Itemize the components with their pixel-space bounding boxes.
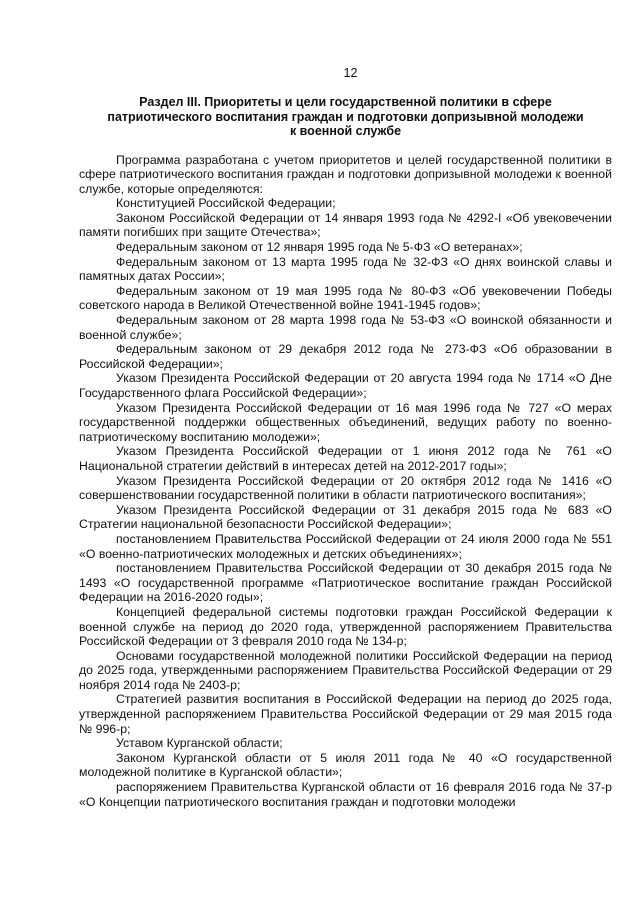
list-item-decree-1416: Указом Президента Российской Федерации от 20 октября 2012 года № 1416 «О совершенствовании государственной политики в области патриотического воспитания»; bbox=[79, 473, 612, 503]
body-text bbox=[79, 153, 612, 810]
list-item-decree-683: Указом Президента Российской Федерации от 31 декабря 2015 года № 683 «О Стратегии национальной безопасности Российской Федерации»; bbox=[79, 502, 612, 532]
list-item-resolution-551: постановлением Правительства Российской Федерации от 24 июля 2000 года № 551 «О военно-патриотических молодежных и детских объединениях»; bbox=[79, 531, 612, 561]
list-item-decree-1714: Указом Президента Российской Федерации от 20 августа 1994 года № 1714 «О Дне Государственного флага Российской Федерации»; bbox=[79, 371, 612, 400]
section-title-line-3: к военной службе bbox=[289, 124, 402, 138]
list-item-resolution-1493: постановлением Правительства Российской Федерации от 30 декабря 2015 года № 1493 «О государственной программе «Патриотическое воспитание граждан Российской Федерации на 2016-2020 годы»; bbox=[79, 561, 612, 605]
intro-paragraph: Программа разработана с учетом приоритетов и целей государственной политики в сфере патриотического воспитания граждан и подготовки допризывной молодежи к военной службе, которые определяются: bbox=[79, 152, 612, 196]
list-item-law-5fz: Федеральным законом от 12 января 1995 года № 5-ФЗ «О ветеранах»; bbox=[116, 240, 523, 255]
section-title bbox=[79, 95, 612, 139]
page-number: 12 bbox=[343, 66, 358, 80]
list-item-constitution: Конституцией Российской Федерации; bbox=[116, 196, 336, 211]
list-item-law-53fz: Федеральным законом от 28 марта 1998 года № 53-ФЗ «О воинской обязанности и военной службе»; bbox=[79, 313, 612, 342]
list-item-concept-134r: Концепцией федеральной системы подготовки граждан Российской Федерации к военной службе на период до 2020 года, утвержденной распоряжением Правительства Российской Федерации от 3 февраля 2010 года № 134-р; bbox=[79, 604, 612, 649]
list-item-law-273fz: Федеральным законом от 29 декабря 2012 года № 273-ФЗ «Об образовании в Российской Федерации»; bbox=[79, 342, 612, 371]
list-item-law-4292: Законом Российской Федерации от 14 января 1993 года № 4292-I «Об увековечении памяти погибших при защите Отечества»; bbox=[79, 210, 612, 240]
list-item-law-80fz: Федеральным законом от 19 мая 1995 года № 80-ФЗ «Об увековечении Победы советского народа в Великой Отечественной войне 1941-1945 годов»; bbox=[79, 283, 612, 313]
section-title-line-2: патриотического воспитания граждан и подготовки допризывной молодежи bbox=[107, 109, 584, 124]
list-item-charter-kurgan: Уставом Курганской области; bbox=[116, 736, 283, 751]
list-item-strategy-996r: Стратегией развития воспитания в Российской Федерации на период до 2025 года, утвержденной распоряжением Правительства Российской Федерации от 29 мая 2015 года № 996-р; bbox=[79, 692, 612, 736]
list-item-decree-727: Указом Президента Российской Федерации от 16 мая 1996 года № 727 «О мерах государственной поддержки общественных объединений, ведущих работу по военно-патриотическому воспитанию молодежи»; bbox=[79, 400, 612, 444]
list-item-law-32fz: Федеральным законом от 13 марта 1995 года № 32-ФЗ «О днях воинской славы и памятных датах России»; bbox=[79, 254, 612, 284]
list-item-kurgan-law-40: Законом Курганской области от 5 июля 2011 года № 40 «О государственной молодежной политике в Курганской области»; bbox=[79, 750, 612, 780]
section-title-line-1: Раздел III. Приоритеты и цели государственной политики в сфере bbox=[139, 95, 552, 109]
list-item-foundations-2403r: Основами государственной молодежной политики Российской Федерации на период до 2025 года, утвержденными распоряжением Правительства Российской Федерации от 29 ноября 2014 года № 2403-р; bbox=[79, 648, 612, 692]
list-item-decree-761: Указом Президента Российской Федерации от 1 июня 2012 года № 761 «О Национальной стратегии действий в интересах детей на 2012-2017 годы»; bbox=[79, 444, 612, 473]
list-item-kurgan-order-37r: распоряжением Правительства Курганской области от 16 февраля 2016 года № 37-р «О Концепции патриотического воспитания граждан и подготовки молодежи bbox=[79, 780, 612, 809]
